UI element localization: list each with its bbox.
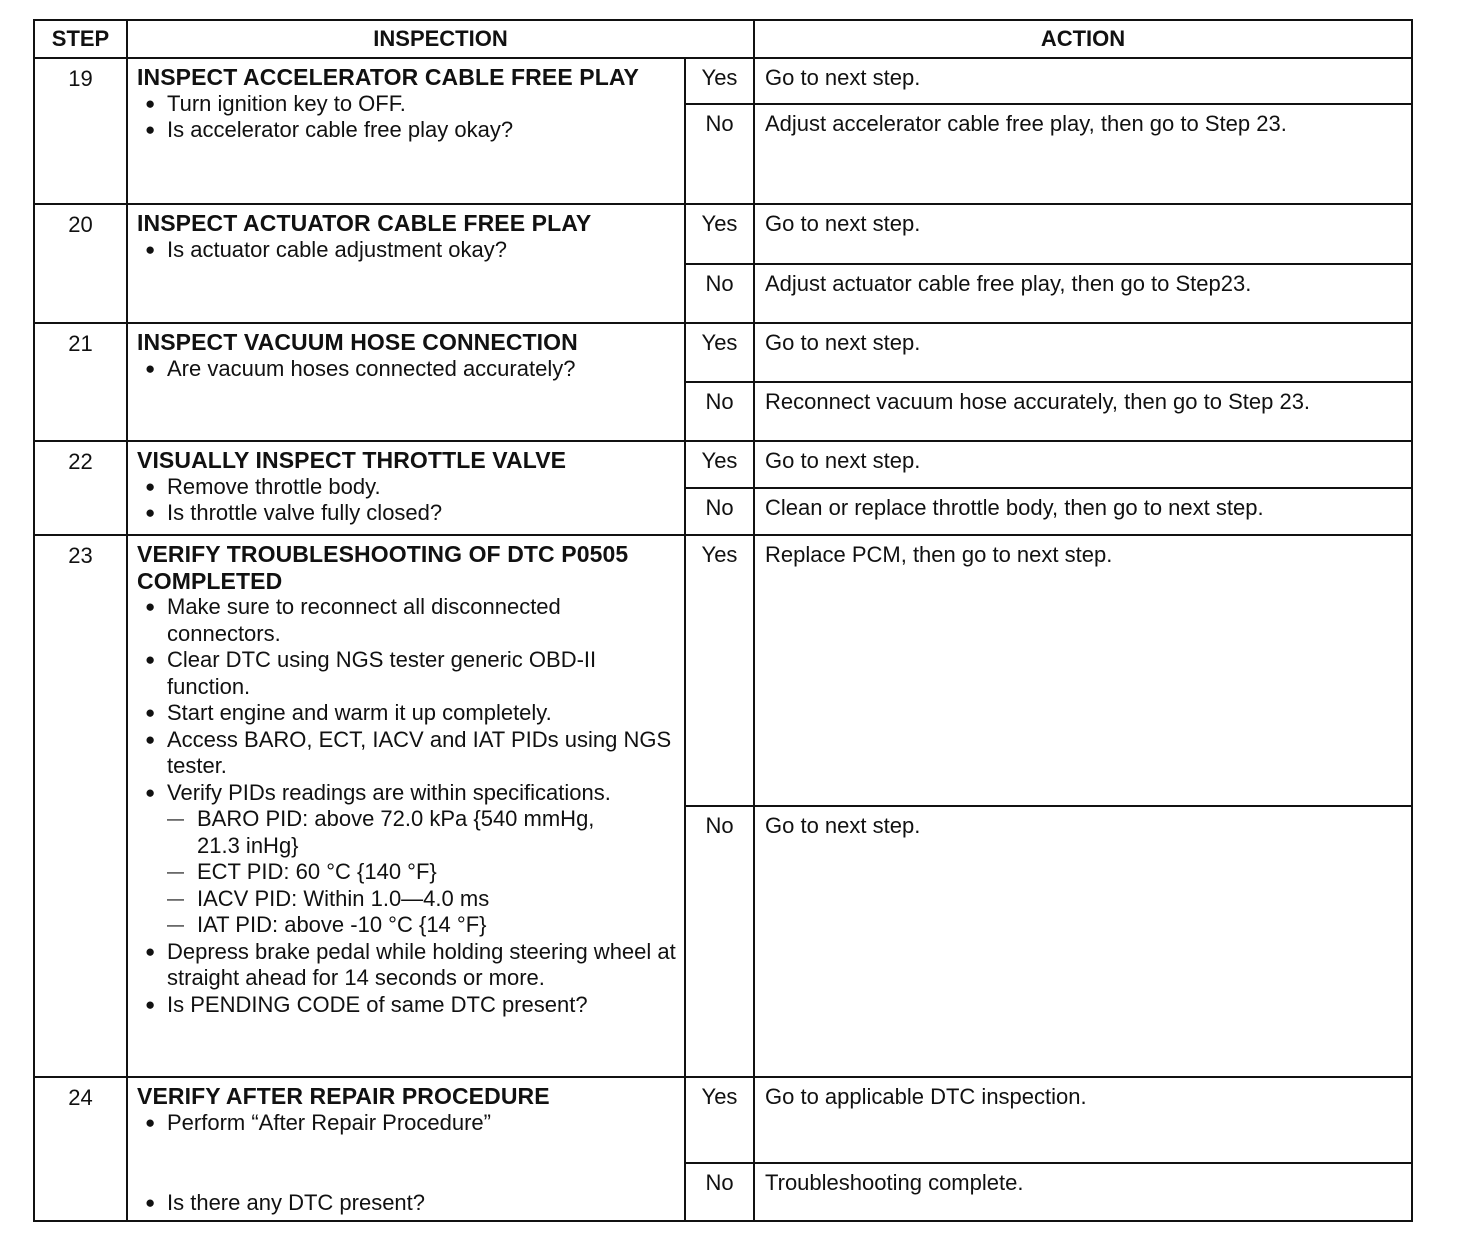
inspection-item: ● Is there any DTC present? [137,1190,676,1217]
inspection-item: ● Access BARO, ECT, IACV and IAT PIDs using NGS tester. [137,727,676,780]
inspection-list [137,356,676,383]
table-row [34,58,1412,104]
inspection-cell [127,535,685,1077]
action-yes: Go to next step. [754,441,1412,488]
inspection-cell [127,323,685,441]
inspection-list [137,237,676,264]
inspection-item: ● Is PENDING CODE of same DTC present? [137,992,676,1019]
answer-yes: Yes [685,1077,754,1163]
answer-yes: Yes [685,441,754,488]
inspection-list [137,91,676,144]
inspection-item: ● Is accelerator cable free play okay? [137,117,676,144]
inspection-cell [127,58,685,204]
inspection-item [137,780,676,939]
answer-no: No [685,488,754,535]
answer-no: No [685,1163,754,1221]
header-step: STEP [34,20,127,58]
header-row [34,20,1412,58]
action-no: Adjust accelerator cable free play, then go to Step 23. [754,104,1412,204]
table-row [34,323,1412,382]
inspection-title: INSPECT ACTUATOR CABLE FREE PLAY [137,210,592,236]
inspection-title: VISUALLY INSPECT THROTTLE VALVE [137,447,567,473]
action-yes: Replace PCM, then go to next step. [754,535,1412,806]
inspection-list [137,594,676,1018]
troubleshooting-table [33,19,1413,1222]
step-number: 24 [34,1077,127,1221]
action-no: Go to next step. [754,806,1412,1077]
answer-no: No [685,264,754,323]
spec-list [167,806,676,939]
inspection-title: VERIFY TROUBLESHOOTING OF DTC P0505 [137,541,629,567]
inspection-item: ● Clear DTC using NGS tester generic OBD-II function. [137,647,676,700]
answer-yes: Yes [685,58,754,104]
action-yes: Go to next step. [754,58,1412,104]
inspection-item: ● Are vacuum hoses connected accurately? [137,356,676,383]
inspection-item: ● Start engine and warm it up completely. [137,700,676,727]
action-no: Troubleshooting complete. [754,1163,1412,1221]
table-row [34,441,1412,488]
inspection-item: ● Depress brake pedal while holding steering wheel at straight ahead for 14 seconds or more. [137,939,676,992]
answer-yes: Yes [685,535,754,806]
step-number: 23 [34,535,127,1077]
spec-item-cont: 21.3 inHg} [197,832,299,858]
inspection-list [137,1110,676,1217]
action-yes: Go to next step. [754,204,1412,264]
answer-no: No [685,382,754,441]
step-number: 19 [34,58,127,204]
spec-item: — IACV PID: Within 1.0—4.0 ms [167,886,676,913]
inspection-item: ● Perform “After Repair Procedure” [137,1110,676,1137]
inspection-title: VERIFY AFTER REPAIR PROCEDURE [137,1083,550,1109]
action-no: Clean or replace throttle body, then go to next step. [754,488,1412,535]
answer-yes: Yes [685,323,754,382]
table-row [34,1077,1412,1163]
table-row [34,535,1412,806]
spec-item: — IAT PID: above -10 °C {14 °F} [167,912,676,939]
answer-no: No [685,806,754,1077]
inspection-cell [127,441,685,535]
header-action: ACTION [754,20,1412,58]
inspection-title: INSPECT VACUUM HOSE CONNECTION [137,329,578,355]
action-no: Adjust actuator cable free play, then go to Step23. [754,264,1412,323]
spec-item: — BARO PID: above 72.0 kPa {540 mmHg, [167,806,676,833]
table-row [34,204,1412,264]
answer-no: No [685,104,754,204]
troubleshooting-table-container [33,19,1413,1222]
inspection-list [137,474,676,527]
inspection-item: ● Remove throttle body. [137,474,676,501]
step-number: 21 [34,323,127,441]
step-number: 20 [34,204,127,323]
inspection-item: ● Turn ignition key to OFF. [137,91,676,118]
inspection-cell [127,1077,685,1221]
inspection-cell [127,204,685,323]
header-inspection: INSPECTION [127,20,754,58]
action-yes: Go to next step. [754,323,1412,382]
inspection-item: ● Is throttle valve fully closed? [137,500,676,527]
inspection-title: INSPECT ACCELERATOR CABLE FREE PLAY [137,64,639,90]
answer-yes: Yes [685,204,754,264]
step-number: 22 [34,441,127,535]
inspection-item: ● Is actuator cable adjustment okay? [137,237,676,264]
spec-item: — ECT PID: 60 °C {140 °F} [167,859,676,886]
inspection-title-cont: COMPLETED [137,567,283,594]
inspection-item: ● Make sure to reconnect all disconnected connectors. [137,594,676,647]
inspection-item-text: Verify PIDs readings are within specifications. [167,779,611,805]
action-no: Reconnect vacuum hose accurately, then go to Step 23. [754,382,1412,441]
action-yes: Go to applicable DTC inspection. [754,1077,1412,1163]
